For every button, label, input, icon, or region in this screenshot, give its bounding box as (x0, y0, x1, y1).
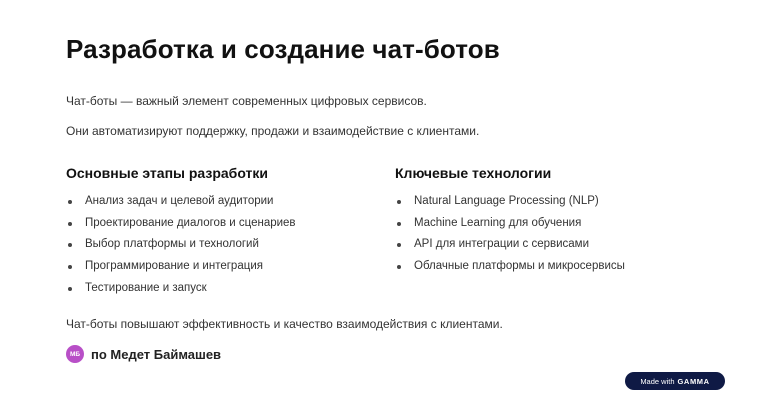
list-item: Облачные платформы и микросервисы (395, 256, 625, 278)
author-byline (66, 345, 221, 363)
conclusion-text: Чат-боты повышают эффективность и качество взаимодействия с клиентами. (66, 317, 503, 331)
list-item: Machine Learning для обучения (395, 213, 625, 235)
avatar: МБ (66, 345, 84, 363)
list-item: Программирование и интеграция (66, 256, 296, 278)
technologies-column (395, 165, 625, 278)
gamma-logo: GAMMA (677, 376, 710, 386)
made-with-gamma-badge[interactable] (625, 372, 725, 390)
list-item: Natural Language Processing (NLP) (395, 191, 625, 213)
intro-paragraph-2: Они автоматизируют поддержку, продажи и взаимодействие с клиентами. (66, 124, 480, 138)
list-item: API для интеграции с сервисами (395, 234, 625, 256)
technologies-heading: Ключевые технологии (395, 165, 552, 181)
list-item: Проектирование диалогов и сценариев (66, 213, 296, 235)
list-item: Тестирование и запуск (66, 278, 296, 300)
stages-list (66, 191, 296, 299)
list-item: Анализ задач и целевой аудитории (66, 191, 296, 213)
author-name: по Медет Баймашев (91, 346, 222, 362)
badge-prefix: Made with (640, 376, 675, 386)
intro-paragraph-1: Чат-боты — важный элемент современных цифровых сервисов. (66, 94, 427, 108)
slide-title: Разработка и создание чат-ботов (66, 34, 500, 64)
list-item: Выбор платформы и технологий (66, 234, 296, 256)
technologies-list (395, 191, 625, 278)
stages-column (66, 165, 296, 299)
stages-heading: Основные этапы разработки (66, 165, 268, 181)
